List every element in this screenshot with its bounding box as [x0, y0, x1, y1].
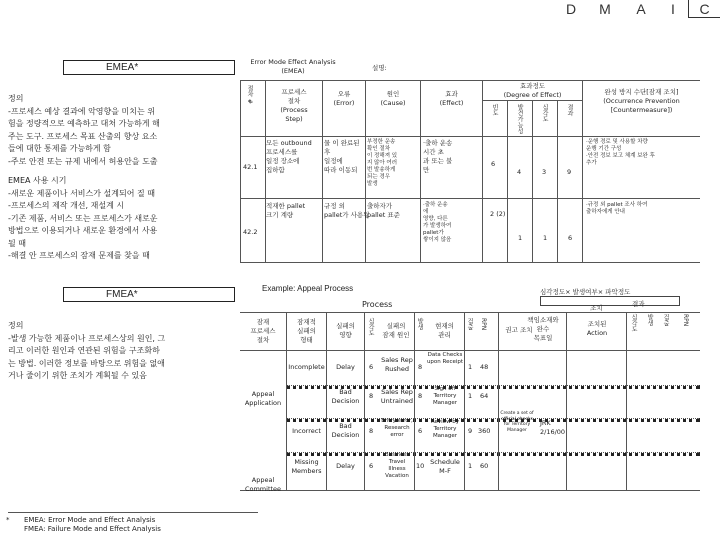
- hdr-occurrence: 발생: [416, 318, 423, 330]
- ex-row3-sev: 8: [369, 427, 374, 435]
- hdr-cause: 실패의 잠재 원인: [382, 322, 410, 339]
- hdr-responsibility: 책임소재와 완수 목표일: [527, 316, 559, 342]
- dmaic-m: M: [599, 1, 611, 17]
- col-process: 프로세스 절차 (Process Step): [280, 88, 308, 123]
- ex-row2-rpn: 64: [480, 392, 489, 400]
- row2-detectability: 1: [518, 234, 523, 242]
- ex-row4-control: Schedule M-F: [430, 458, 460, 475]
- fmea-definition: 정의 -발생 가능한 제품이나 프로세스상의 원인, 그 리고 이러한 원인과 연관된 위험을 구조화하 는 방법. 이러한 정보를 바탕으로 위험을 없애 거나 줄이기 위한 조치가 계획될 수 있음: [8, 321, 166, 380]
- col-error: 오류 (Error): [333, 90, 355, 107]
- process-label: Process: [362, 300, 393, 309]
- ex-row1-control: Data Checks upon Receipt: [426, 352, 464, 365]
- row2-action: ·규정 외 pallet 조사 하여 출하자에게 안내: [586, 202, 648, 215]
- hdr-failure-mode: 잠재적 실패의 형태: [297, 318, 316, 344]
- col-impact-title: 효과정도 (Degree of Effect): [503, 82, 562, 99]
- ex-row2-effect: Bad Decision: [331, 388, 360, 405]
- row2-error: 규정 외 pallet가 사용됨: [324, 202, 370, 219]
- row1-error: 물 이 완료된 후 일정에 따라 이동되: [324, 139, 360, 174]
- dmaic-d: D: [565, 1, 577, 17]
- ex-row4-effect: Delay: [336, 462, 355, 470]
- measure-label: 조치: [590, 304, 603, 312]
- col-action: 완성 방지 수단[잠재 조치] (Occurrence Prevention [Countermeasure]): [603, 88, 680, 114]
- hdr-post-sev: 심각도: [630, 314, 637, 332]
- ex-row1-mode: Incomplete: [288, 363, 325, 371]
- footnote-star: *: [6, 516, 10, 524]
- ex-row1-cause: Sales Rep Rushed: [381, 356, 413, 373]
- hdr-rpn: RPN: [480, 318, 487, 331]
- hdr-step: 잠재 프로세스 절차: [250, 318, 276, 344]
- ex-row1-det: 1: [468, 363, 473, 371]
- col-frequency: 빈도: [491, 104, 498, 116]
- hdr-post-occ: 발생: [646, 314, 653, 326]
- row1-severity: 3: [542, 168, 547, 176]
- ex-row4-cause: Business Travel Illness Vacation: [384, 452, 410, 479]
- ex-row1-effect: Delay: [336, 363, 355, 371]
- ex-row3-rpn: 360: [478, 427, 491, 435]
- col-step-no: 절차 #: [246, 85, 253, 104]
- ex-row2-occ: 8: [418, 392, 423, 400]
- rpn-formula: 심각정도× 발생여부× 파악정도: [540, 288, 631, 296]
- ex-row2-step: Appeal Application: [244, 390, 282, 407]
- row1-cause: 부정한 운송 확인 절차 이 정해져 있 지 않아 여러 번 발송하게 되는 경우 발생: [367, 139, 398, 187]
- col-severity: 심각도: [541, 104, 548, 122]
- ex-row3-recommended: Create a set of official checks for Territory Manager: [500, 411, 534, 433]
- ex-row3-det: 9: [468, 427, 473, 435]
- dmaic-a: A: [636, 1, 646, 17]
- ex-row1-rpn: 48: [480, 363, 489, 371]
- row1-process: 모든 outbound 프로세스를 일정 장소에 집하함: [266, 139, 312, 174]
- ex-row3-occ: 6: [418, 427, 423, 435]
- rpn-formula-box: [540, 296, 680, 306]
- row2-process: 적재한 pallet 크기 계량: [266, 202, 306, 219]
- ex-row4-step: Appeal Committee: [244, 476, 282, 493]
- emea-table-title: Error Mode Effect Analysis (EMEA): [250, 58, 336, 75]
- row2-frequency: 2 (2): [490, 210, 506, 218]
- dmaic-bar: [548, 0, 720, 20]
- col-detectability: 발견가능성: [516, 104, 523, 134]
- row1-detectability: 4: [517, 168, 522, 176]
- hdr-recommended: 권고 조치: [505, 326, 533, 334]
- footnote: EMEA: Error Mode and Effect Analysis FMEA: Failure Mode and Effect Analysis: [24, 516, 161, 533]
- emea-definition: 정의 -프로세스 예상 결과에 악영향을 미치는 위 험을 정량적으로 예측하고 대처 가능하게 해 주는 도구. 프로세스 목표 산출의 향상 요소 들에 대한 통제를 가능하게 함 -주로 안전 또는 규제 내에서 허용안을 도출: [8, 94, 160, 166]
- fmea-banner: FMEA*: [35, 287, 235, 302]
- row2-effect: ·출하 운송 에 영향, 다른 가 발생하여 pallet가 쌓이지 않음: [423, 202, 452, 243]
- dmaic-c: C: [688, 0, 720, 18]
- hdr-detection: 검출: [466, 318, 473, 330]
- emea-desc-label: 설명:: [372, 64, 387, 72]
- example-title: Example: Appeal Process: [262, 284, 354, 293]
- ex-row2-cause: Sales Rep Untrained: [380, 388, 414, 405]
- hdr-failure-effect: 실패의 영향: [336, 322, 355, 339]
- ex-row4-occ: 10: [416, 462, 425, 470]
- hdr-post-rpn: RPN: [682, 314, 689, 327]
- row1-result: 9: [567, 168, 572, 176]
- ex-row4-mode: Missing Members: [291, 458, 322, 475]
- row1-action: ·운행 경로 및 사용할 차량 운행 기간 구성 ·안전 정보 보고 체계 보완 후 추가: [586, 139, 655, 166]
- hdr-post-det: 검출: [662, 314, 669, 326]
- ex-row4-sev: 6: [369, 462, 374, 470]
- ex-row1-sev: 6: [369, 363, 374, 371]
- ex-row3-mode: Incorrect: [292, 427, 321, 435]
- row2-cause: 출하자가 pallet 표준: [367, 202, 400, 219]
- ex-row3-effect: Bad Decision: [331, 422, 360, 439]
- col-effect: 효과 (Effect): [439, 90, 464, 107]
- emea-usage: EMEA 사용 시기 -새로운 제품이나 서비스가 설계되어 질 때 -프로세스의 제작 개선, 재설계 시 -기존 제품, 서비스 또는 프로세스가 새로운 방법으로 이용되거나 새로운 환경에서 사용 될 때 -해결 안 프로세스의 잠재 문제를 찾을 때: [8, 176, 158, 260]
- ex-row3-control: Review by Territory Manager: [430, 419, 460, 439]
- ex-row4-rpn: 60: [480, 462, 489, 470]
- emea-banner: EMEA*: [35, 60, 235, 75]
- row2-result: 6: [568, 234, 573, 242]
- row2-step: 42.2: [243, 228, 258, 236]
- hdr-action-taken: 조치된 Action: [586, 320, 608, 337]
- ex-row1-occ: 8: [418, 363, 423, 371]
- ex-row2-sev: 8: [369, 392, 374, 400]
- ex-row3-responsibility: JRK 2/16/00: [540, 419, 566, 436]
- row1-effect: ·출하 운송 시간 초 과 또는 불 만: [423, 139, 453, 174]
- ex-row3-cause: Entry error, Research error: [381, 418, 413, 438]
- row2-severity: 1: [543, 234, 548, 242]
- row1-step: 42.1: [243, 163, 258, 171]
- result-label: 결과: [632, 300, 645, 308]
- hdr-severity: 심각도: [367, 318, 374, 336]
- ex-row4-det: 1: [468, 462, 473, 470]
- ex-row2-det: 1: [468, 392, 473, 400]
- ex-row2-control: Sign off Territory Manager: [432, 386, 458, 406]
- col-cause: 원인 (Cause): [380, 90, 406, 107]
- dmaic-i: I: [671, 1, 675, 17]
- col-result: 결과: [566, 104, 573, 116]
- hdr-control: 현재의 관리: [435, 322, 454, 339]
- row1-frequency: 6: [491, 160, 496, 168]
